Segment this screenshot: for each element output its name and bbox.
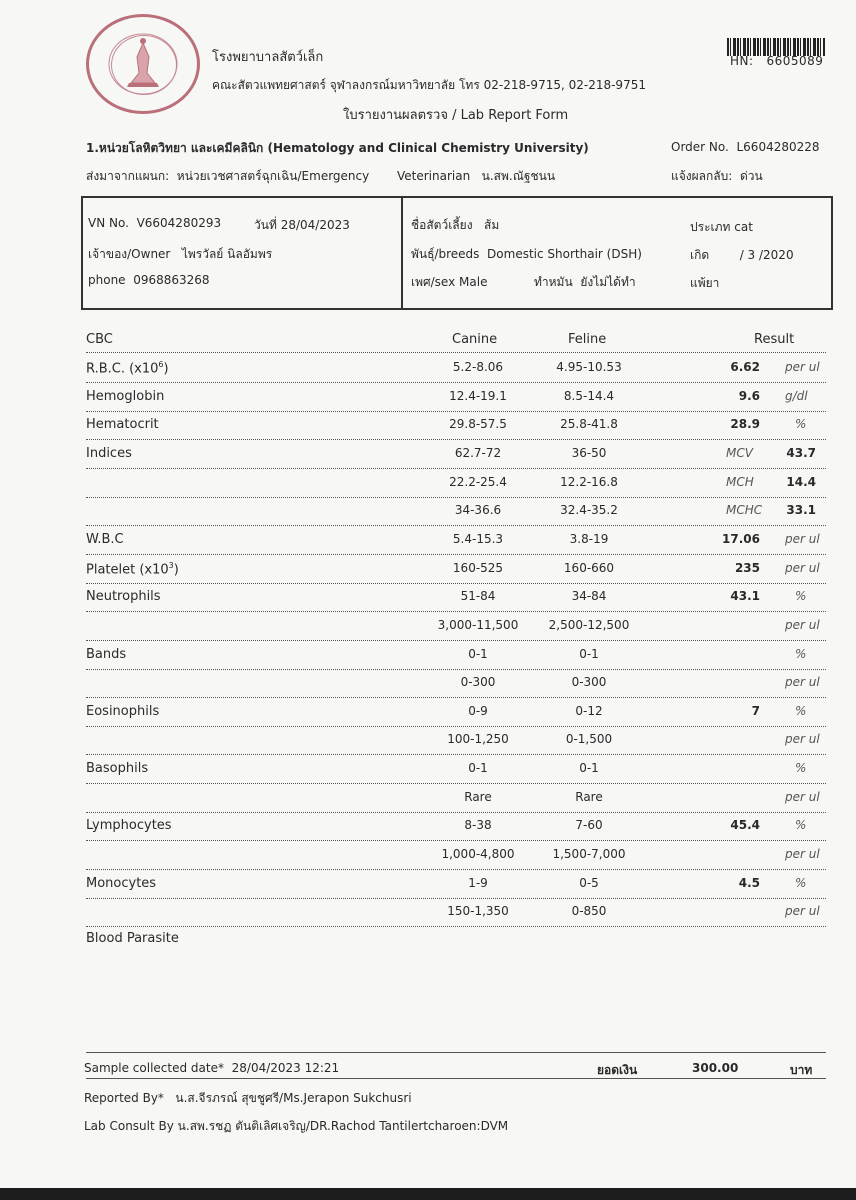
reported-by: Reported By* น.ส.จีรภรณ์ สุขชูศรี/Ms.Jerapon Sukchusri bbox=[84, 1091, 412, 1105]
row-label: Indices bbox=[86, 446, 132, 461]
row-divider bbox=[86, 468, 826, 469]
canine-range: 62.7-72 bbox=[454, 446, 502, 460]
feline-range: Rare bbox=[575, 790, 603, 804]
neuter-status: ทำหมัน ยังไม่ได้ทำ bbox=[534, 275, 636, 289]
feline-range: 0-850 bbox=[571, 904, 607, 918]
feline-range: 34-84 bbox=[571, 589, 607, 603]
canine-range: 0-1 bbox=[468, 761, 488, 775]
scan-bottom-edge bbox=[0, 1188, 856, 1200]
row-divider bbox=[86, 611, 826, 612]
index-name: MCV bbox=[726, 446, 753, 460]
row-label: R.B.C. $(x10^6)$ bbox=[86, 360, 169, 377]
sample-collected-date: Sample collected date* 28/04/2023 12:21 bbox=[84, 1061, 340, 1075]
feline-range: 0-5 bbox=[579, 876, 599, 890]
result-value: 6.62 bbox=[730, 360, 760, 374]
row-divider bbox=[86, 554, 826, 555]
row-divider bbox=[86, 697, 826, 698]
owner-name: เจ้าของ/Owner ไพรวัลย์ นิลอัมพร bbox=[88, 247, 273, 261]
row-divider bbox=[86, 669, 826, 670]
result-unit: per ul bbox=[785, 732, 820, 746]
row-divider bbox=[86, 583, 826, 584]
result-unit: per ul bbox=[785, 904, 820, 918]
row-label: W.B.C bbox=[86, 532, 124, 547]
result-value: 43.1 bbox=[730, 589, 760, 603]
row-divider bbox=[86, 898, 826, 899]
result-value: 7 bbox=[751, 704, 760, 718]
row-label: Hematocrit bbox=[86, 417, 159, 432]
canine-range: 51-84 bbox=[460, 589, 496, 603]
canine-range: 150-1,350 bbox=[447, 904, 509, 918]
canine-range: 22.2-25.4 bbox=[449, 475, 507, 489]
result-value: 43.7 bbox=[786, 446, 816, 460]
amount-value: 300.00 bbox=[692, 1061, 739, 1075]
canine-range: 0-9 bbox=[468, 704, 488, 718]
result-unit: per ul bbox=[785, 790, 820, 804]
row-label: Hemoglobin bbox=[86, 389, 165, 404]
canine-range: 160-525 bbox=[452, 561, 504, 575]
result-unit: % bbox=[795, 704, 807, 718]
footer-divider-2 bbox=[86, 1078, 826, 1079]
row-divider bbox=[86, 812, 826, 813]
canine-range: 0-300 bbox=[460, 675, 496, 689]
canine-range: 100-1,250 bbox=[447, 732, 509, 746]
feline-range: 12.2-16.8 bbox=[560, 475, 618, 489]
result-unit: % bbox=[795, 417, 807, 431]
feline-range: 7-60 bbox=[575, 818, 603, 832]
order-number: Order No. L6604280228 bbox=[671, 140, 820, 154]
col-result-header: Result bbox=[754, 332, 795, 347]
result-value: 235 bbox=[734, 561, 760, 575]
hn-number: HN: 6605089 bbox=[730, 54, 824, 68]
header-divider bbox=[86, 352, 826, 353]
canine-range: 8-38 bbox=[464, 818, 492, 832]
result-unit: per ul bbox=[785, 675, 820, 689]
result-unit: per ul bbox=[785, 618, 820, 632]
footer-divider bbox=[86, 1052, 826, 1053]
drug-allergy: แพ้ยา bbox=[690, 276, 720, 290]
feline-range: 0-1 bbox=[579, 647, 599, 661]
feline-range: 3.8-19 bbox=[569, 532, 609, 546]
row-divider bbox=[86, 926, 826, 927]
col-feline-header: Feline bbox=[568, 332, 607, 347]
row-divider bbox=[86, 382, 826, 383]
cbc-section-title: CBC bbox=[86, 332, 113, 347]
result-unit: % bbox=[795, 647, 807, 661]
row-divider bbox=[86, 783, 826, 784]
row-divider bbox=[86, 869, 826, 870]
canine-range: 29.8-57.5 bbox=[449, 417, 507, 431]
blood-parasite-label: Blood Parasite bbox=[86, 931, 179, 946]
pet-type: ประเภท cat bbox=[690, 220, 753, 234]
feline-range: 4.95-10.53 bbox=[556, 360, 622, 374]
pet-breed: พันธุ์/breeds Domestic Shorthair (DSH) bbox=[411, 247, 642, 261]
birth-date: เกิด / 3 /2020 bbox=[690, 248, 794, 262]
canine-range: 1-9 bbox=[468, 876, 488, 890]
feline-range: 0-12 bbox=[575, 704, 603, 718]
feline-range: 36-50 bbox=[571, 446, 607, 460]
result-value: 17.06 bbox=[722, 532, 760, 546]
row-label: Eosinophils bbox=[86, 704, 160, 719]
canine-range: 3,000-11,500 bbox=[437, 618, 519, 632]
canine-range: Rare bbox=[464, 790, 492, 804]
feline-range: 1,500-7,000 bbox=[552, 847, 626, 861]
lab-consult-by: Lab Consult By น.สพ.รชฏ ตันติเลิศเจริญ/DR.Rachod Tantilertcharoen:DVM bbox=[84, 1119, 509, 1133]
result-unit: % bbox=[795, 818, 807, 832]
index-name: MCHC bbox=[726, 503, 763, 517]
row-divider bbox=[86, 439, 826, 440]
row-label: Lymphocytes bbox=[86, 818, 172, 833]
index-name: MCH bbox=[726, 475, 754, 489]
row-label: Monocytes bbox=[86, 876, 157, 891]
feline-range: 32.4-35.2 bbox=[560, 503, 618, 517]
row-label: Platelet $(x10^3)$ bbox=[86, 561, 179, 578]
result-unit: % bbox=[795, 589, 807, 603]
canine-range: 12.4-19.1 bbox=[449, 389, 507, 403]
result-unit: % bbox=[795, 876, 807, 890]
amount-label: ยอดเงิน bbox=[597, 1063, 638, 1077]
phone-number: phone 0968863268 bbox=[88, 273, 210, 287]
result-value: 28.9 bbox=[730, 417, 760, 431]
visit-date: วันที่ 28/04/2023 bbox=[254, 218, 350, 232]
faculty-seal-logo bbox=[86, 14, 200, 114]
row-divider bbox=[86, 497, 826, 498]
feline-range: 8.5-14.4 bbox=[563, 389, 615, 403]
result-value: 4.5 bbox=[738, 876, 760, 890]
notify-result: แจ้งผลกลับ: ด่วน bbox=[671, 169, 763, 183]
form-title: ใบรายงานผลตรวจ / Lab Report Form bbox=[343, 108, 569, 123]
result-unit: per ul bbox=[785, 532, 820, 546]
sending-department: ส่งมาจากแผนก: หน่วยเวชศาสตร์ฉุกเฉิน/Emergency bbox=[86, 169, 370, 183]
result-value: 45.4 bbox=[730, 818, 760, 832]
faculty-contact: คณะสัตวแพทยศาสตร์ จุฬาลงกรณ์มหาวิทยาลัย โทร 02-218-9715, 02-218-9751 bbox=[212, 78, 646, 92]
feline-range: 0-1,500 bbox=[565, 732, 613, 746]
canine-range: 0-1 bbox=[468, 647, 488, 661]
row-label: Basophils bbox=[86, 761, 149, 776]
canine-range: 34-36.6 bbox=[454, 503, 502, 517]
feline-range: 160-660 bbox=[563, 561, 615, 575]
result-value: 33.1 bbox=[786, 503, 816, 517]
vn-number: VN No. V6604280293 bbox=[88, 216, 222, 230]
row-divider bbox=[86, 411, 826, 412]
feline-range: 0-300 bbox=[571, 675, 607, 689]
col-canine-header: Canine bbox=[452, 332, 498, 347]
row-label: Bands bbox=[86, 647, 127, 662]
canine-range: 1,000-4,800 bbox=[441, 847, 515, 861]
feline-range: 25.8-41.8 bbox=[560, 417, 618, 431]
lab-unit-title: 1.หน่วยโลหิตวิทยา และเคมีคลินิก (Hematology and Clinical Chemistry University) bbox=[86, 141, 589, 155]
result-unit: per ul bbox=[785, 847, 820, 861]
row-divider bbox=[86, 525, 826, 526]
result-unit: per ul bbox=[785, 360, 820, 374]
canine-range: 5.2-8.06 bbox=[452, 360, 504, 374]
result-unit: g/dl bbox=[785, 389, 808, 403]
canine-range: 5.4-15.3 bbox=[452, 532, 504, 546]
veterinarian: Veterinarian น.สพ.ณัฐชนน bbox=[397, 169, 556, 183]
pet-sex: เพศ/sex Male bbox=[411, 275, 488, 289]
row-divider bbox=[86, 726, 826, 727]
row-divider bbox=[86, 840, 826, 841]
result-value: 14.4 bbox=[786, 475, 816, 489]
feline-range: 0-1 bbox=[579, 761, 599, 775]
feline-range: 2,500-12,500 bbox=[548, 618, 630, 632]
row-label: Neutrophils bbox=[86, 589, 161, 604]
row-divider bbox=[86, 640, 826, 641]
result-unit: per ul bbox=[785, 561, 820, 575]
currency-label: บาท bbox=[790, 1063, 813, 1077]
result-unit: % bbox=[795, 761, 807, 775]
pet-name: ชื่อสัตว์เลี้ยง ส้ม bbox=[411, 218, 500, 232]
row-divider bbox=[86, 754, 826, 755]
result-value: 9.6 bbox=[738, 389, 760, 403]
hospital-name: โรงพยาบาลสัตว์เล็ก bbox=[212, 50, 324, 65]
